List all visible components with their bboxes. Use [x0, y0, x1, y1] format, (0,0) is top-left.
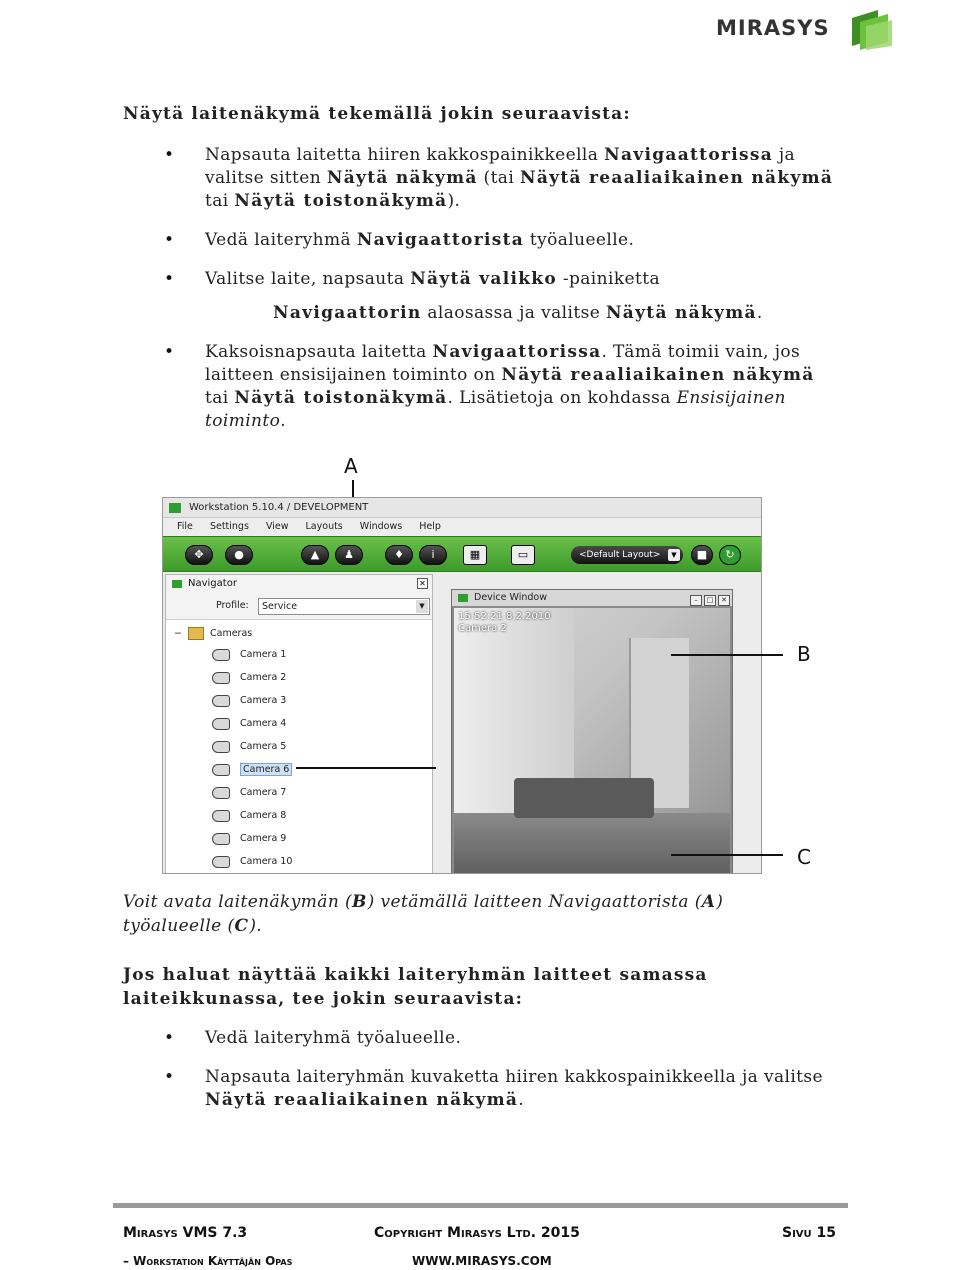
tree-item-camera-1[interactable] [212, 646, 286, 664]
camera-label: Camera 4 [240, 718, 287, 729]
continuation-line [205, 302, 843, 325]
camera-icon [212, 741, 230, 753]
logo-mark-icon [848, 8, 894, 50]
menu-view[interactable]: View [265, 521, 289, 532]
camera-icon [212, 787, 230, 799]
section2 [123, 1027, 843, 1128]
list-item [123, 144, 843, 213]
video-timestamp: 15:52:21 8.2.2010 [458, 611, 551, 622]
callout-c-line [671, 854, 783, 856]
text: ja valitse sitten [205, 145, 796, 188]
list-item [123, 341, 843, 433]
user-icon[interactable]: ♟ [335, 545, 363, 565]
toolbar [163, 536, 761, 572]
section1-heading: Näytä laitenäkymä tekemällä jokin seuraavista: [123, 104, 631, 124]
camera-label: Camera 10 [240, 856, 293, 867]
tree-item-camera-7[interactable] [212, 784, 286, 802]
save-layout-icon[interactable]: ■ [691, 545, 713, 565]
device-window[interactable] [451, 589, 733, 874]
text: . Tämä toimii vain, jos laitteen ensisijainen toiminto on [205, 342, 801, 385]
text: Voit avata laitenäkymän ( [123, 892, 352, 912]
chevron-down-icon: ▼ [668, 549, 680, 561]
footer-copyright: Copyright Mirasys Ltd. 2015 [374, 1225, 580, 1241]
text: ) työalueelle ( [123, 892, 724, 936]
tree-item-camera-3[interactable] [212, 692, 286, 710]
tree-root-label: Cameras [210, 628, 253, 639]
text: ). [447, 191, 461, 211]
window-title: Workstation 5.10.4 / DEVELOPMENT [189, 502, 369, 513]
caption-ref: A [701, 892, 717, 912]
refresh-icon[interactable]: ↻ [719, 545, 741, 565]
callout-b-label: B [797, 642, 811, 666]
footer-page-number: Sivu 15 [782, 1225, 837, 1241]
minimize-icon[interactable]: – [690, 595, 702, 606]
tree-item-camera-2[interactable] [212, 669, 286, 687]
close-icon[interactable]: ✕ [417, 578, 428, 589]
menu-settings[interactable]: Settings [209, 521, 249, 532]
device-window-icon [458, 594, 468, 602]
text: tai [205, 191, 235, 211]
camera-label: Camera 8 [240, 810, 287, 821]
camera-label: Camera 3 [240, 695, 287, 706]
camera-icon [212, 672, 230, 684]
footer-url[interactable]: WWW.MIRASYS.COM [412, 1254, 552, 1268]
window-icon[interactable]: ▭ [511, 545, 535, 565]
text: . [280, 411, 287, 431]
tree-item-camera-6[interactable] [212, 761, 292, 779]
window-controls [688, 592, 730, 608]
binoculars-icon[interactable]: ▲ [301, 545, 329, 565]
list-item [123, 268, 843, 325]
profile-select[interactable] [258, 598, 430, 615]
text: -painiketta [557, 269, 660, 289]
drag-arrow-line [296, 767, 436, 769]
text: tai [205, 388, 235, 408]
camera-label: Camera 6 [240, 763, 292, 776]
profile-label: Profile: [216, 600, 249, 611]
text: Kaksoisnapsauta laitetta [205, 342, 433, 362]
text: Vedä laiteryhmä työalueelle. [205, 1028, 462, 1048]
text: . [756, 303, 763, 323]
callout-c-label: C [797, 845, 811, 869]
maximize-icon[interactable]: □ [704, 595, 716, 606]
callout-a-label: A [344, 454, 358, 478]
video-floor [454, 813, 730, 874]
workstation-screenshot [162, 497, 762, 874]
footer-product: Mirasys VMS 7.3 [123, 1225, 248, 1241]
video-camera-name: Camera 2 [458, 623, 507, 634]
ui-term: Näytä reaaliaikainen näkymä [205, 1090, 519, 1110]
tree-root-cameras[interactable] [174, 626, 252, 642]
text: ) vetämällä laitteen Navigaattorista ( [367, 892, 702, 912]
chevron-down-icon: ▼ [416, 600, 428, 613]
text: työalueelle. [524, 230, 635, 250]
app-icon [169, 503, 181, 513]
text: Valitse laite, napsauta [205, 269, 411, 289]
list-item [123, 229, 843, 252]
layout-select-value: <Default Layout> [579, 550, 661, 560]
mirasys-logo [716, 8, 896, 50]
device-window-title: Device Window [474, 592, 547, 603]
section2-heading: Jos haluat näyttää kaikki laiteryhmän laitteet samassa laiteikkunassa, tee jokin seuraavista: [123, 965, 708, 1009]
footer-guide-title: – Workstation Käyttäjän Opas [123, 1254, 293, 1268]
ui-term: Navigaattorissa [604, 145, 774, 165]
camera-icon [212, 764, 230, 776]
tree-item-camera-5[interactable] [212, 738, 286, 756]
camera-label: Camera 1 [240, 649, 287, 660]
list-item [123, 1066, 843, 1112]
camera-label: Camera 9 [240, 833, 287, 844]
camera-icon [212, 833, 230, 845]
ui-term: Näytä toistonäkymä [234, 191, 448, 211]
device-tree [166, 619, 432, 874]
menu-help[interactable]: Help [419, 521, 441, 532]
caption-ref: B [352, 892, 368, 912]
camera-icon [212, 856, 230, 868]
text: (tai [477, 168, 520, 188]
info-icon[interactable]: i [419, 545, 447, 565]
bell-icon[interactable]: ♦ [385, 545, 413, 565]
text: . Lisätietoja on kohdassa [447, 388, 677, 408]
list-item [123, 1027, 843, 1050]
menu-windows[interactable]: Windows [359, 521, 403, 532]
tree-item-camera-8[interactable] [212, 807, 286, 825]
text: alaosassa ja valitse [421, 303, 606, 323]
logo-text: MIRASYS [716, 16, 830, 40]
navigator-icon [172, 580, 182, 588]
ui-term: Näytä reaaliaikainen näkymä [519, 168, 834, 188]
camera-icon [212, 718, 230, 730]
text: Napsauta laitetta hiiren kakkospainikkeella [205, 145, 605, 165]
section1-list [123, 144, 843, 433]
tree-item-camera-9[interactable] [212, 830, 286, 848]
ui-term: Näytä näkymä [326, 168, 478, 188]
grid-layout-icon[interactable]: ▦ [463, 545, 487, 565]
callout-b-line [671, 654, 783, 656]
navigator-title: Navigator [188, 578, 237, 589]
text: Napsauta laiteryhmän kuvaketta hiiren kakkospainikkeella ja valitse [205, 1067, 823, 1087]
menu-file[interactable]: File [177, 521, 193, 532]
tree-item-camera-4[interactable] [212, 715, 286, 733]
ui-term: Navigaattorin [273, 303, 422, 323]
video-table [514, 778, 654, 818]
move-tool-icon[interactable]: ✥ [185, 545, 213, 565]
menu-bar [163, 518, 761, 536]
text: Vedä laiteryhmä [205, 230, 357, 250]
device-window-titlebar[interactable] [452, 590, 732, 606]
camera-label: Camera 7 [240, 787, 287, 798]
ui-term: Näytä toistonäkymä [234, 388, 448, 408]
ui-term: Näytä näkymä [605, 303, 757, 323]
globe-icon[interactable]: ● [225, 545, 253, 565]
text: ). [249, 916, 263, 936]
ui-term: Navigaattorista [356, 230, 525, 250]
section1 [123, 103, 843, 449]
window-titlebar [163, 498, 761, 518]
video-osd [458, 611, 551, 635]
text: . [518, 1090, 525, 1110]
caption-ref: C [234, 916, 250, 936]
camera-label: Camera 5 [240, 741, 287, 752]
camera-icon [212, 695, 230, 707]
camera-icon [212, 649, 230, 661]
camera-icon [212, 810, 230, 822]
navigator-titlebar [166, 575, 432, 593]
camera-video-feed[interactable] [454, 608, 730, 874]
ui-term: Näytä reaaliaikainen näkymä [501, 365, 815, 385]
figure-caption [123, 890, 823, 938]
navigator-panel [165, 574, 433, 874]
layout-select[interactable] [571, 546, 683, 564]
section2-list [123, 1027, 843, 1112]
menu-layouts[interactable]: Layouts [305, 521, 343, 532]
collapse-icon[interactable]: − [174, 628, 182, 639]
close-icon[interactable]: ✕ [718, 595, 730, 606]
reference-link: Ensisijainen toiminto [205, 388, 786, 431]
folder-icon [188, 627, 204, 640]
camera-label: Camera 2 [240, 672, 287, 683]
footer-divider [113, 1203, 848, 1208]
profile-value: Service [262, 601, 298, 612]
ui-term: Näytä valikko [410, 269, 558, 289]
ui-term: Navigaattorissa [432, 342, 602, 362]
tree-item-camera-10[interactable] [212, 853, 292, 871]
